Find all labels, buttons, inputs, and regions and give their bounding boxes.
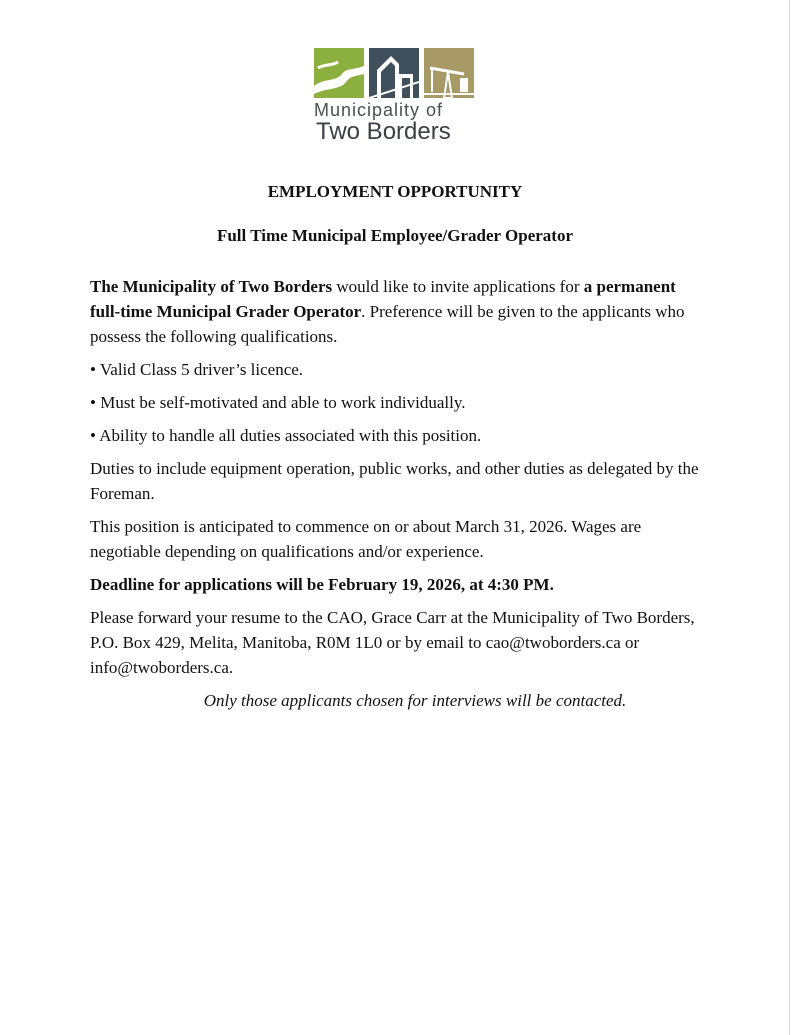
intro-position: a permanent full-time Municipal Grader Operator [90,277,676,321]
intro-text-2: . Preference will be given to the applicants who possess the following qualifications. [90,302,685,346]
list-item: • Valid Class 5 driver’s licence. [90,360,304,379]
qualifications-list [90,357,710,448]
logo-tiles [314,48,484,98]
grain-elevator-tile-icon [369,48,419,98]
job-title: Full Time Municipal Employee/Grader Operator [216,226,574,245]
list-item: • Must be self-motivated and able to work individually. [90,393,466,412]
page-edge [789,0,790,1035]
list-item: • Ability to handle all duties associated with this position. [90,426,482,445]
intro-paragraph [90,274,710,349]
contact-paragraph: Please forward your resume to the CAO, Grace Carr at the Municipality of Two Borders, P.O. Box 429, Melita, Manitoba, R0M 1L0 or by email to cao@twoborders.ca or info@twoborders.ca. [90,608,695,677]
intro-org: The Municipality of Two Borders [90,277,333,296]
road-tile-icon [314,48,364,98]
pumpjack-tile-icon [424,48,474,98]
intro-text-1: would like to invite applications for [332,277,584,296]
commence-paragraph: This position is anticipated to commence on or about March 31, 2026. Wages are negotiable depending on qualifications and/or experience. [90,517,642,561]
posting-body [90,274,710,721]
page-title: EMPLOYMENT OPPORTUNITY [267,182,523,201]
logo-text-line2: Two Borders [316,118,451,145]
duties-paragraph: Duties to include equipment operation, public works, and other duties as delegated by the Foreman. [90,459,699,503]
deadline-paragraph: Deadline for applications will be February 19, 2026, at 4:30 PM. [90,575,554,594]
closing-note: Only those applicants chosen for interviews will be contacted. [203,691,627,710]
municipality-logo [314,48,484,148]
logo-text-line1: Municipality of [314,100,444,120]
